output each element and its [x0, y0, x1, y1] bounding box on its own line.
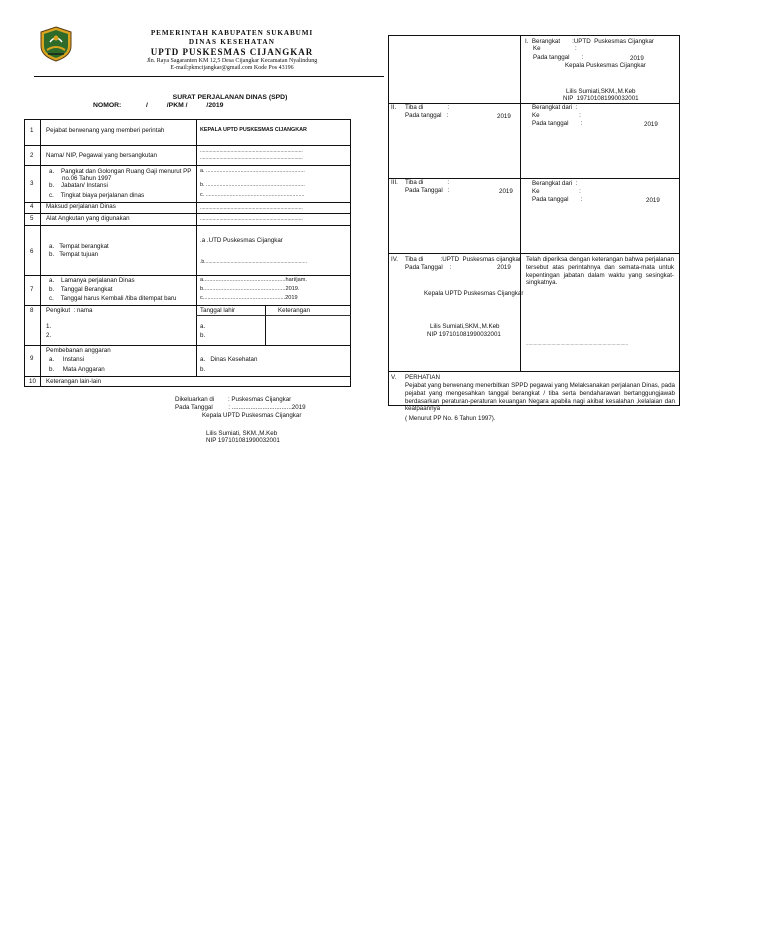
- table-row-line: [24, 305, 351, 306]
- row-number: 2: [30, 152, 34, 159]
- nomor-value: / /PKM / /2019: [146, 102, 224, 109]
- notice-reference: ( Menurut PP No. 6 Tahun 1997).: [405, 415, 496, 422]
- departure-from: I. Berangkat :UPTD Puskesmas Cijangkar: [525, 38, 654, 45]
- section-4-signer-nip: NIP 197101081990032001: [427, 331, 501, 338]
- arrival-date: Pada Tanggal :: [405, 264, 452, 271]
- arrival-at: Tiba di :: [405, 104, 450, 111]
- section-4-signer-position: Kepala UPTD Puskesmas Cijangkar: [424, 290, 524, 297]
- field-label: b. Jabatan/ Instansi: [49, 182, 108, 189]
- header-address: Jln. Raya Sagaranten KM 12,5 Desa Cijangkar Kecamatan Nyalindung: [146, 58, 318, 64]
- table-row-line: [24, 165, 351, 166]
- follower-item: 2.: [46, 332, 52, 339]
- section-1-signer-nip: NIP 197101081990032001: [563, 95, 639, 102]
- table-row-line: [24, 345, 351, 346]
- signer-nip: NIP 197101081990032001: [206, 437, 280, 444]
- document-title: SURAT PERJALANAN DINAS (SPD): [172, 94, 288, 101]
- field-label: b. Tanggal Berangkat: [49, 286, 113, 293]
- field-value: b.....................................................2019.: [200, 286, 300, 292]
- row-number: 5: [30, 215, 34, 222]
- field-value: b. ..................................................................: [200, 182, 305, 188]
- departure-year: 2019: [644, 121, 658, 128]
- field-label: Alat Angkutan yang digunakan: [46, 215, 130, 222]
- departure-to: Ke :: [533, 45, 577, 52]
- field-label: Pembebanan anggaran: [46, 347, 111, 354]
- header-line-1: PEMERINTAH KABUPATEN SUKABUMI: [150, 29, 314, 37]
- notice-heading: PERHATIAN: [405, 374, 440, 381]
- row-number: 7: [30, 286, 34, 293]
- field-value: a. ..................................................................: [200, 168, 305, 174]
- field-label: a. Lamanya perjalanan Dinas: [49, 277, 135, 284]
- section-number: V.: [391, 374, 397, 381]
- arrival-year: 2019: [499, 188, 513, 195]
- signature-line: ................................................................................: [526, 341, 629, 346]
- departure-from: Berangkat dari :: [532, 180, 578, 187]
- departure-year: 2019: [630, 55, 644, 62]
- header-line-2: DINAS KESEHATAN: [188, 38, 276, 46]
- header-line-3: UPTD PUSKESMAS CIJANGKAR: [150, 47, 314, 57]
- arrival-date: Pada Tanggal :: [405, 187, 450, 194]
- departure-date: Pada tanggal :: [533, 54, 584, 61]
- panel-row-line: [388, 253, 680, 254]
- field-value: ..........................................................................: [200, 216, 303, 222]
- table-row-line: [196, 315, 351, 316]
- field-value: .b..........................................................................: [200, 259, 307, 265]
- signer-position: Kepala UPTD Puskesmas Cijangkar: [202, 412, 302, 419]
- field-label: Maksud perjalanan Dinas: [46, 203, 116, 210]
- field-value: .a .UTD Puskesmas Cijangkar: [200, 237, 283, 244]
- notice-text: Pejabat yang berwenang menerbitkan SPPD pegawai yang Melaksanakan perjalanan Dinas, pada pejabat yang mengesahkan tanggal berangkat / tiba serta bendaharawan bertanggungjawab berdasarkan peraturan-peraturan keuangan Negara apabila nagi akibat kesalahan ,kelalaian dan kealpaannya: [405, 382, 675, 413]
- departure-to: Ke :: [532, 188, 581, 195]
- field-label: Pejabat berwenang yang memberi perintah: [46, 127, 165, 134]
- departure-year: 2019: [646, 197, 660, 204]
- field-value: KEPALA UPTD PUSKESMAS CIJANGKAR: [200, 127, 307, 133]
- field-label: a. Instansi: [49, 356, 85, 363]
- table-row-line: [24, 376, 351, 377]
- row-number: 9: [30, 355, 34, 362]
- field-value: a. Dinas Kesehatan: [200, 356, 258, 363]
- column-header: Tanggal lahir: [200, 307, 236, 314]
- table-row-line: [24, 225, 351, 226]
- field-label: Pengikut : nama: [46, 307, 93, 314]
- table-row-line: [24, 145, 351, 146]
- arrival-year: 2019: [497, 264, 511, 271]
- field-label: Nama/ NIP, Pegawai yang bersangkutan: [46, 152, 157, 159]
- section-1-signer-name: Lilis Sumiati,SKM.,M.Keb: [566, 88, 636, 95]
- row-number: 10: [29, 378, 36, 385]
- signer-name: Lilis Sumiati, SKM.,M.Keb: [206, 430, 278, 437]
- sukabumi-emblem-icon: [38, 26, 74, 62]
- header-email: E-mail:pkmcijangkar@gmail.com Kode Pos 43196: [170, 65, 294, 71]
- row-number: 6: [30, 248, 34, 255]
- table-col-line-2: [196, 119, 197, 376]
- departure-date: Pada tanggal :: [532, 120, 583, 127]
- table-row-line: [24, 275, 351, 276]
- field-value: ..........................................................................: [200, 205, 303, 211]
- section-4-signer-name: Lilis Sumiati,SKM.,M.Keb: [430, 323, 500, 330]
- follower-date: b.: [200, 332, 206, 339]
- field-value: c. ..................................................................: [200, 192, 305, 198]
- table-row-line: [24, 213, 351, 214]
- row-number: 8: [30, 307, 34, 314]
- field-value: a.....................................................hari/jam.: [200, 277, 307, 283]
- field-value: b.: [200, 366, 206, 373]
- follower-item: 1.: [46, 323, 52, 330]
- field-value: ..........................................................................: [200, 148, 303, 154]
- follower-date: a.: [200, 323, 206, 330]
- field-value: c.....................................................2019: [200, 295, 298, 301]
- arrival-date: Pada tanggal :: [405, 112, 449, 119]
- field-label: a. Tempat berangkat: [49, 243, 109, 250]
- section-number: III.: [391, 179, 398, 186]
- field-label: c. Tingkat biaya perjalanan dinas: [49, 192, 145, 199]
- table-col-line-3: [265, 305, 266, 345]
- arrival-at: Tiba di :: [405, 179, 450, 186]
- section-number: IV.: [391, 256, 398, 263]
- travel-record-panel: [388, 35, 680, 406]
- field-label: a. Pangkat dan Golongan Ruang Gaji menurut PP: [49, 168, 192, 175]
- column-header: Keterangan: [278, 307, 310, 314]
- panel-col-line: [520, 35, 521, 371]
- field-label: b. Mata Anggaran: [49, 366, 105, 373]
- panel-row-line: [388, 371, 680, 372]
- departure-from: Berangkat dari :: [532, 104, 578, 111]
- nomor-label: NOMOR:: [93, 102, 122, 109]
- section-number: II.: [391, 104, 397, 111]
- header-rule: [34, 76, 384, 77]
- arrival-at: Tiba di :UPTD Puskesmas cijangkar: [405, 256, 521, 263]
- section-1-signer-position: Kepala Puskesmas Cijangkar: [565, 62, 646, 69]
- departure-to: Ke :: [532, 112, 581, 119]
- field-label: b. Tempat tujuan: [49, 251, 99, 258]
- field-label: Keterangan lain-lain: [46, 378, 102, 385]
- arrival-year: 2019: [497, 113, 511, 120]
- row-number: 1: [30, 127, 34, 134]
- field-label: no.06 Tahun 1997: [62, 175, 112, 182]
- departure-date: Pada tanggal :: [532, 196, 583, 203]
- row-number: 4: [30, 203, 34, 210]
- issued-at: Dikeluarkan di : Puskesmas Cijangkar: [175, 396, 292, 403]
- issued-date: Pada Tanggal : ...................................2019: [175, 404, 306, 411]
- field-label: c. Tanggal harus Kembali /tiba ditempat baru: [49, 295, 177, 302]
- verification-note: Telah diperiksa dengan keterangan bahwa perjalanan tersebut atas perintahnya dan semata-mata untuk kepentingan jabatan dalam waktu yang sesingkat-singkatnya.: [526, 256, 674, 287]
- table-col-line-1: [40, 119, 41, 387]
- row-number: 3: [30, 180, 34, 187]
- field-value: ..........................................................................: [200, 155, 303, 161]
